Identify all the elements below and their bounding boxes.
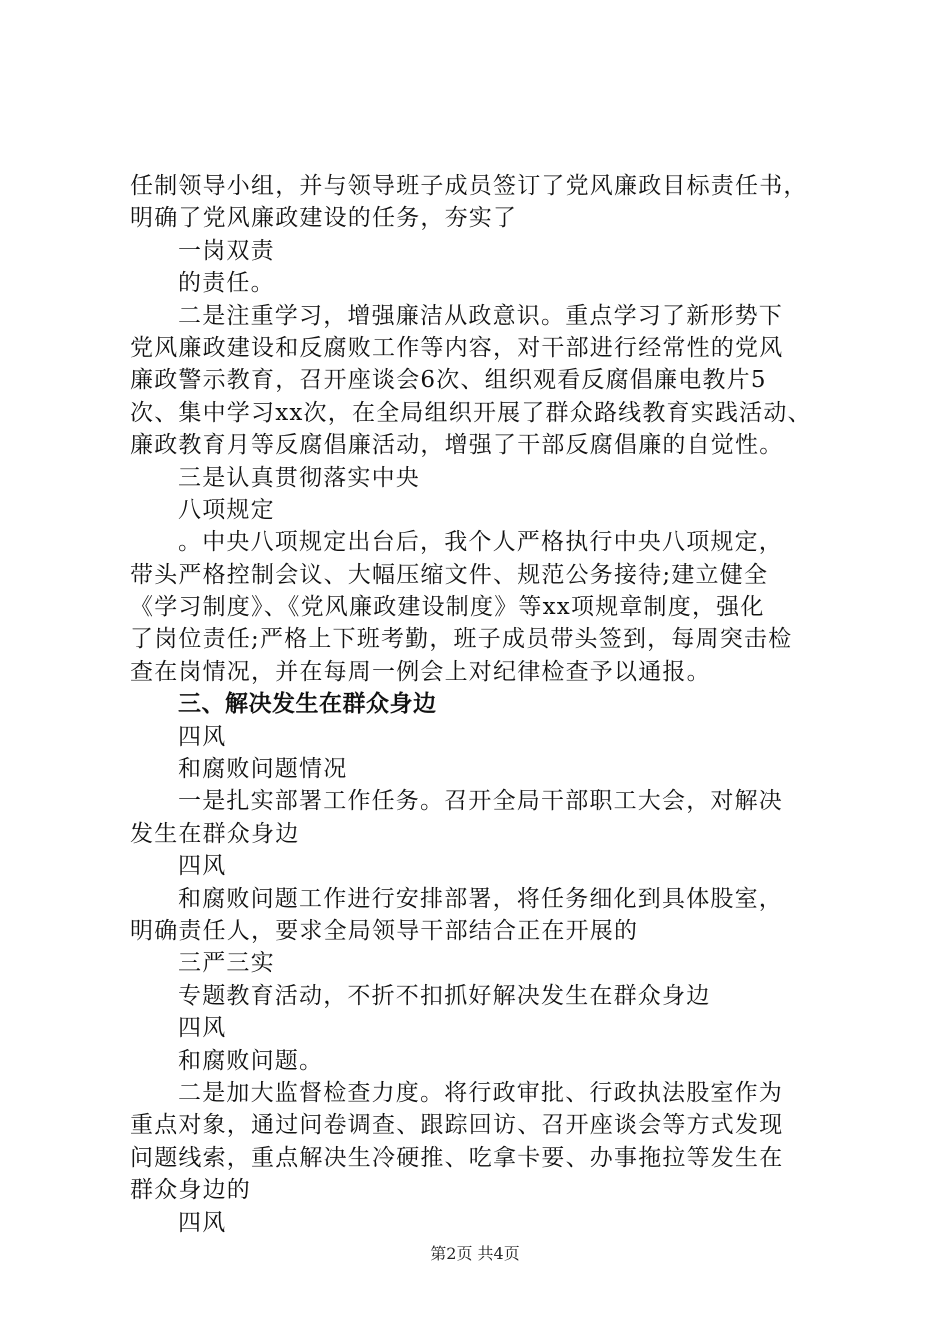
section-heading: 三、解决发生在群众身边 — [178, 691, 437, 718]
text-line: 四风 — [178, 723, 227, 750]
text-line: 三严三实 — [178, 950, 275, 977]
text-line: 一是扎实部署工作任务。召开全局干部职工大会，对解决 — [178, 788, 783, 815]
text-line: 的责任。 — [178, 270, 275, 297]
text-line: 《学习制度》、《党风廉政建设制度》等xx项规章制度，强化 — [130, 594, 765, 621]
text-line: 党风廉政建设和反腐败工作等内容，对干部进行经常性的党风 — [130, 334, 784, 361]
text-line: 二是加大监督检查力度。将行政审批、行政执法股室作为 — [178, 1079, 783, 1106]
text-line: 和腐败问题情况 — [178, 756, 348, 783]
text-line: 廉政教育月等反腐倡廉活动，增强了干部反腐倡廉的自觉性。 — [130, 432, 784, 459]
text-line: 明确了党风廉政建设的任务，夯实了 — [130, 205, 518, 232]
text-line: 四风 — [178, 1015, 227, 1042]
text-line: 和腐败问题。 — [178, 1047, 324, 1074]
text-line: 重点对象，通过问卷调查、跟踪回访、召开座谈会等方式发现 — [130, 1112, 784, 1139]
document-body — [130, 170, 835, 1239]
text-line: 查在岗情况，并在每周一例会上对纪律检查予以通报。 — [130, 658, 711, 685]
text-line: 四风 — [178, 1209, 227, 1236]
text-line: 四风 — [178, 853, 227, 880]
text-line: 问题线索，重点解决生冷硬推、吃拿卡要、办事拖拉等发生在 — [130, 1144, 784, 1171]
text-line: 带头严格控制会议、大幅压缩文件、规范公务接待;建立健全 — [130, 561, 769, 588]
text-line: 发生在群众身边 — [130, 820, 300, 847]
text-line: 明确责任人，要求全局领导干部结合正在开展的 — [130, 917, 639, 944]
text-line: 一岗双责 — [178, 237, 275, 264]
text-line: 廉政警示教育，召开座谈会6次、组织观看反腐倡廉电教片5 — [130, 367, 767, 394]
text-line: 次、集中学习xx次，在全局组织开展了群众路线教育实践活动、 — [130, 399, 812, 426]
text-line: 专题教育活动，不折不扣抓好解决发生在群众身边 — [178, 982, 711, 1009]
text-line: 。中央八项规定出台后，我个人严格执行中央八项规定， — [178, 529, 783, 556]
text-line: 八项规定 — [178, 496, 275, 523]
page-number: 第2页 共4页 — [430, 1244, 520, 1263]
text-line: 和腐败问题工作进行安排部署，将任务细化到具体股室， — [178, 885, 783, 912]
text-line: 三是认真贯彻落实中央 — [178, 464, 420, 491]
text-line: 了岗位责任;严格上下班考勤，班子成员带头签到，每周突击检 — [130, 626, 793, 653]
text-line: 任制领导小组，并与领导班子成员签订了党风廉政目标责任书， — [130, 173, 808, 199]
text-line: 二是注重学习，增强廉洁从政意识。重点学习了新形势下 — [178, 302, 783, 329]
text-line: 群众身边的 — [130, 1177, 251, 1204]
